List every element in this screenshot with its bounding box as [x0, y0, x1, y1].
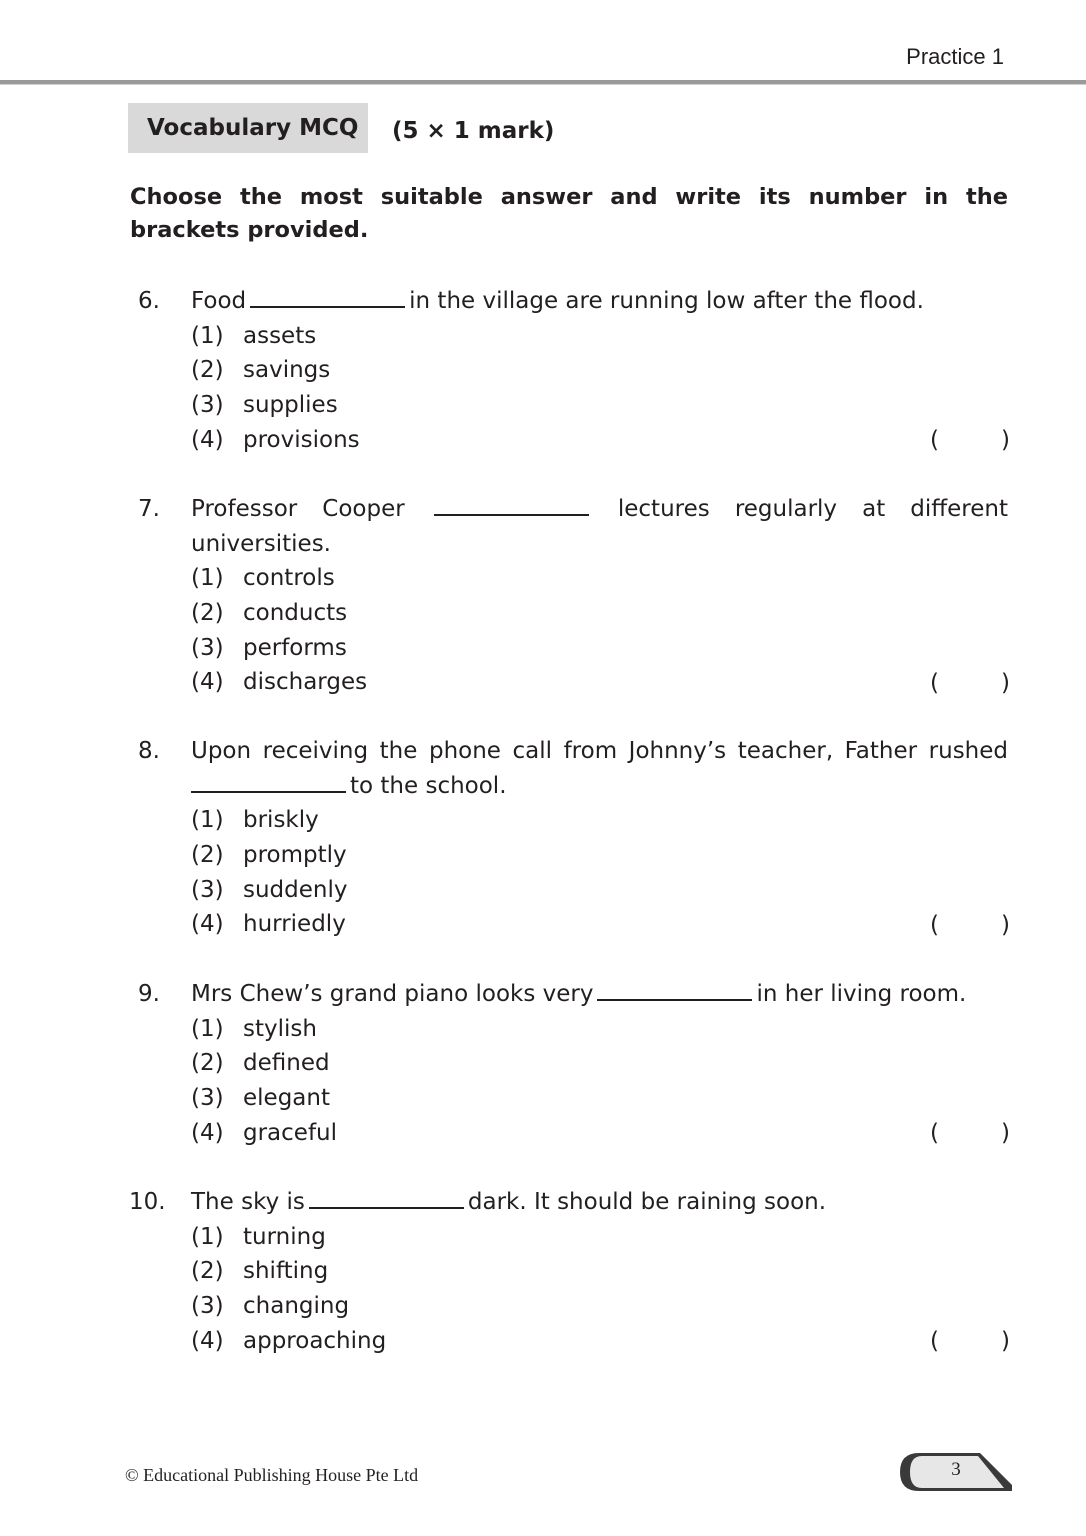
- option: (2) shifting: [191, 1258, 329, 1285]
- option: (3) suddenly: [191, 876, 348, 903]
- answer-blank: [250, 306, 405, 308]
- question-number: 10.: [129, 1189, 166, 1215]
- option: (1) turning: [191, 1223, 326, 1250]
- option: (1) stylish: [191, 1015, 317, 1042]
- option: (4) discharges: [191, 669, 368, 696]
- answer-blank: [597, 999, 752, 1001]
- footer-copyright: © Educational Publishing House Pte Ltd: [125, 1465, 419, 1485]
- option: (3) supplies: [191, 392, 338, 419]
- answer-blank: [434, 514, 589, 516]
- question-number: 8.: [138, 738, 160, 764]
- question-stem: Mrs Chew’s grand piano looks very in her living room.: [191, 981, 967, 1007]
- option: (2) conducts: [191, 600, 348, 627]
- options-list: [191, 803, 348, 942]
- answer-bracket[interactable]: ( ): [930, 426, 1010, 453]
- answer-bracket[interactable]: ( ): [930, 1327, 1010, 1354]
- option: (3) changing: [191, 1293, 350, 1320]
- answer-bracket[interactable]: ( ): [930, 669, 1010, 696]
- option: (1) assets: [191, 322, 317, 349]
- section-title-box: Vocabulary MCQ: [128, 103, 368, 153]
- page-number: 3: [951, 1459, 961, 1480]
- question-stem: Upon receiving the phone call from Johnny’s teacher, Father rushed to the school.: [191, 738, 1008, 799]
- question-stem: The sky is dark. It should be raining soon.: [191, 1189, 827, 1215]
- answer-bracket[interactable]: ( ): [930, 911, 1010, 938]
- option: (1) controls: [191, 565, 335, 592]
- section-marks: (5 × 1 mark): [392, 118, 555, 144]
- header-rule: [0, 80, 1086, 85]
- option: (2) defined: [191, 1050, 330, 1077]
- question-stem: Food in the village are running low after the flood.: [191, 288, 924, 314]
- answer-bracket[interactable]: ( ): [930, 1119, 1010, 1146]
- options-list: [191, 319, 360, 458]
- options-list: [191, 561, 367, 700]
- header-label: Practice 1: [906, 44, 1004, 69]
- instruction: Choose the most suitable answer and write its number in the brackets provided.: [130, 184, 1008, 243]
- option: (2) savings: [191, 357, 331, 384]
- option: (4) approaching: [191, 1327, 387, 1354]
- option: (4) hurriedly: [191, 911, 346, 938]
- question-number: 7.: [138, 496, 160, 522]
- option: (1) briskly: [191, 807, 319, 834]
- option: (3) performs: [191, 634, 347, 661]
- option: (3) elegant: [191, 1085, 330, 1112]
- answer-blank: [309, 1207, 464, 1209]
- question-number: 9.: [138, 981, 160, 1007]
- answer-blank: [191, 791, 346, 793]
- options-list: [191, 1012, 337, 1151]
- option: (2) promptly: [191, 842, 347, 869]
- question-number: 6.: [138, 288, 160, 314]
- question-stem: Professor Cooper lectures regularly at different universities.: [191, 496, 1008, 557]
- option: (4) graceful: [191, 1119, 338, 1146]
- option: (4) provisions: [191, 426, 360, 453]
- options-list: [191, 1220, 386, 1359]
